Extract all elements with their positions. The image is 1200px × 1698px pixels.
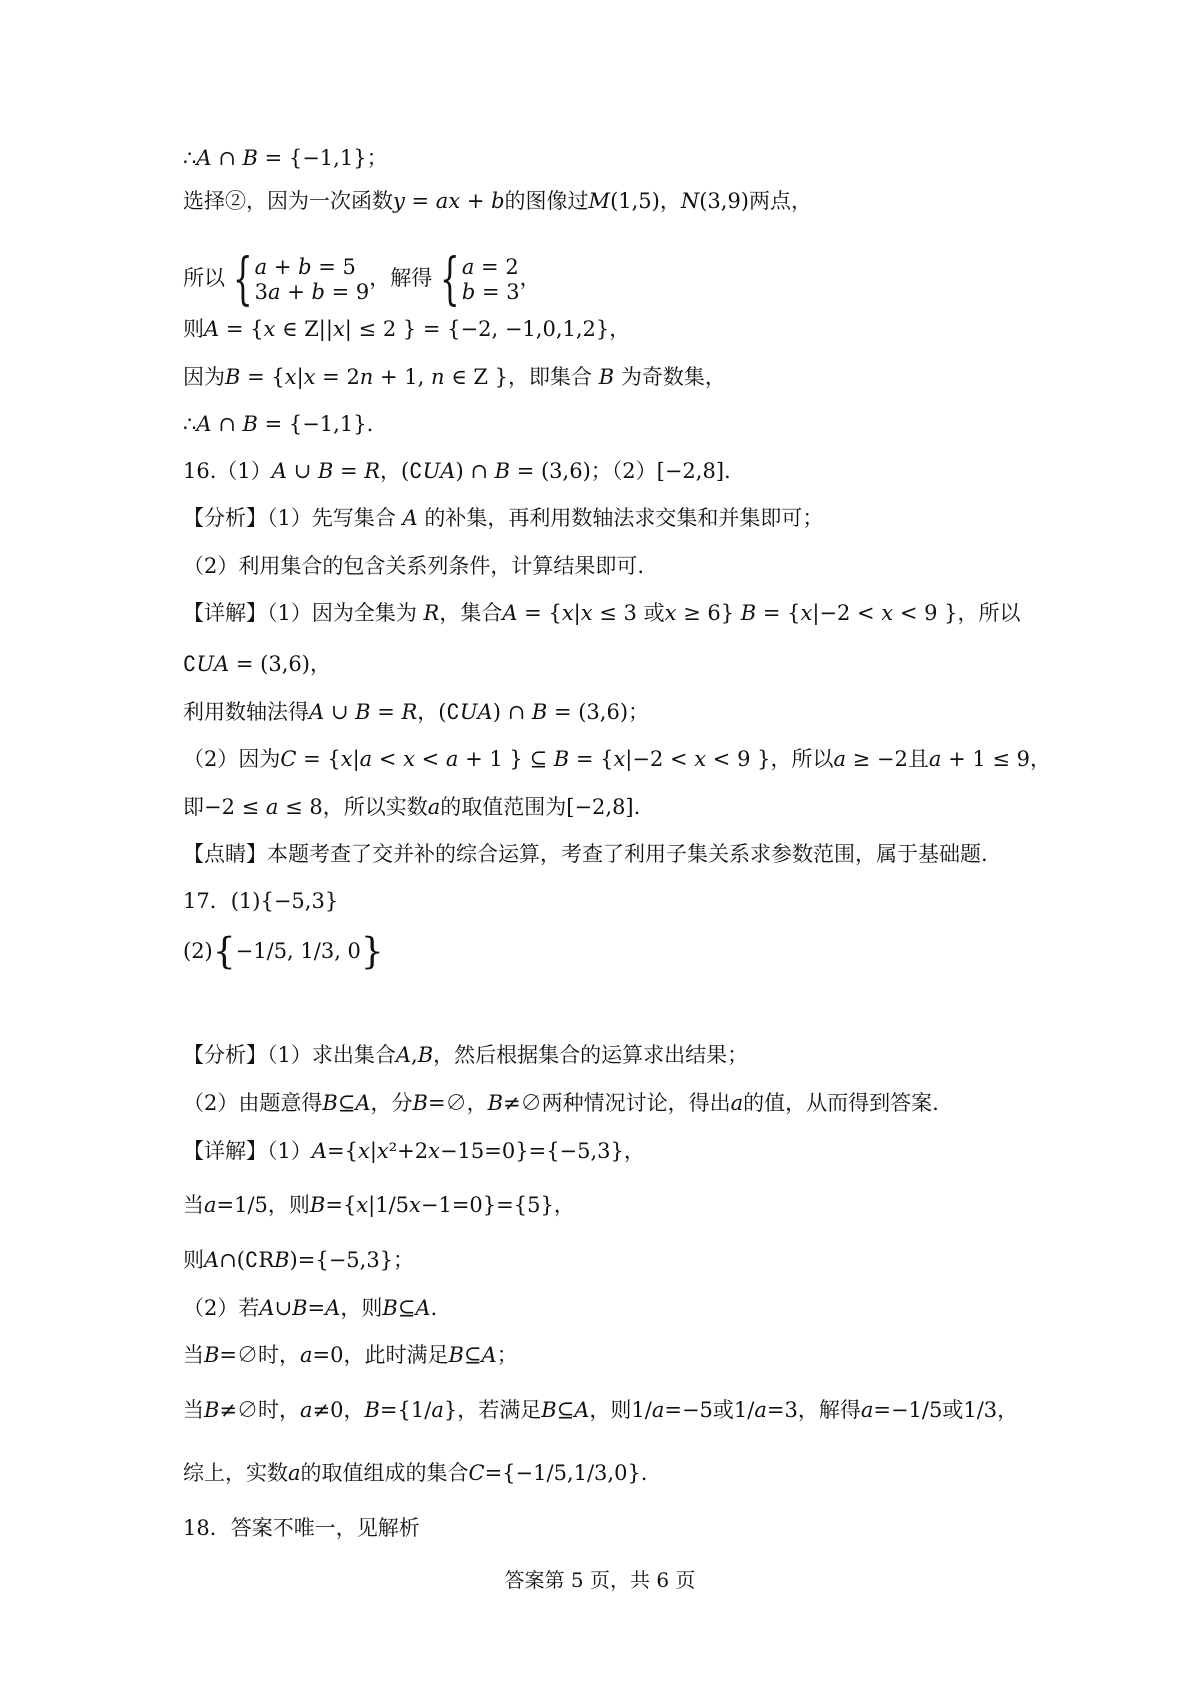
- equation-1: 𝑎 + 𝑏 = 5: [254, 254, 356, 279]
- answer-2-prefix: (2): [183, 939, 213, 963]
- line-16: 17．(1){−5,3}: [183, 889, 339, 913]
- equation-system: { 𝑎 + 𝑏 = 5 3𝑎 + 𝑏 = 9: [233, 246, 370, 312]
- solution-1: 𝑎 = 2: [461, 254, 519, 279]
- line-7: 16.（1）𝐴 ∪ 𝐵 = 𝑅，(∁𝑈𝐴) ∩ 𝐵 = (3,6)；（2）[−2,8].: [183, 459, 731, 483]
- line-12: 利用数轴法得𝐴 ∪ 𝐵 = 𝑅，(∁𝑈𝐴) ∩ 𝐵 = (3,6)；: [183, 700, 650, 724]
- line-23: （2）若𝐴∪𝐵=𝐴，则𝐵⊆𝐴.: [183, 1296, 438, 1320]
- page-footer: 答案第 5 页，共 6 页: [504, 1568, 696, 1592]
- line-25: 当𝐵≠∅时，𝑎≠0，𝐵={1/𝑎}，若满足𝐵⊆𝐴，则1/𝑎=−5或1/𝑎=3，解得𝑎=−1/5或1/3，: [183, 1398, 1019, 1422]
- line-9: （2）利用集合的包含关系列条件，计算结果即可.: [183, 554, 645, 578]
- line-1: ∴𝐴 ∩ 𝐵 = {−1,1}；: [183, 146, 388, 170]
- equation-2: 3𝑎 + 𝑏 = 9: [254, 279, 370, 304]
- line-17: (2){−1/5, 1/3, 0}: [183, 931, 384, 973]
- solution-2: 𝑏 = 3: [461, 279, 520, 304]
- line-4: 则𝐴 = {𝑥 ∈ Z||𝑥| ≤ 2 } = {−2, −1,0,1,2}，: [183, 317, 631, 341]
- line-8: 【分析】（1）先写集合 𝐴 的补集，再利用数轴法求交集和并集即可；: [183, 506, 824, 530]
- line-3-system: [183, 246, 541, 312]
- line-24: 当𝐵=∅时，𝑎=0，此时满足𝐵⊆𝐴；: [183, 1343, 518, 1367]
- solution-system: { 𝑎 = 2 𝑏 = 3: [440, 246, 520, 312]
- line-22: 则𝐴∩(∁R𝐵)={−5,3}；: [183, 1248, 415, 1272]
- line-13: （2）因为𝐶 = {𝑥|𝑎 < 𝑥 < 𝑎 + 1 } ⊆ 𝐵 = {𝑥|−2 < 𝑥 < 9 }，所以𝑎 ≥ −2且𝑎 + 1 ≤ 9，: [183, 747, 1052, 771]
- system-mid: ，解得: [369, 266, 433, 290]
- line-21: 当𝑎=1/5，则𝐵={𝑥|1/5𝑥−1=0}={5}，: [183, 1193, 575, 1217]
- line-27: 18．答案不唯一，见解析: [183, 1516, 420, 1540]
- line-15: 【点睛】本题考查了交并补的综合运算，考查了利用子集关系求参数范围，属于基础题.: [183, 842, 988, 866]
- line-6: ∴𝐴 ∩ 𝐵 = {−1,1}.: [183, 412, 374, 436]
- line-26: 综上，实数𝑎的取值组成的集合𝐶={−1/5,1/3,0}.: [183, 1461, 648, 1485]
- line-14: 即−2 ≤ 𝑎 ≤ 8，所以实数𝑎的取值范围为[−2,8].: [183, 795, 641, 819]
- line-2: 选择②，因为一次函数𝑦 = 𝑎𝑥 + 𝑏的图像过𝑀(1,5)，𝑁(3,9)两点，: [183, 189, 813, 213]
- line-10: 【详解】（1）因为全集为 𝑅，集合𝐴 = {𝑥|𝑥 ≤ 3 或𝑥 ≥ 6} 𝐵 = {𝑥|−2 < 𝑥 < 9 }，所以: [183, 601, 1021, 625]
- line-11: ∁𝑈𝐴 = (3,6)，: [183, 652, 331, 676]
- line-5: 因为𝐵 = {𝑥|𝑥 = 2𝑛 + 1, 𝑛 ∈ Z }，即集合 𝐵 为奇数集，: [183, 365, 726, 389]
- line-19: （2）由题意得𝐵⊆𝐴，分𝐵=∅，𝐵≠∅两种情况讨论，得出𝑎的值，从而得到答案.: [183, 1091, 939, 1115]
- line-20: 【详解】（1）𝐴={𝑥|𝑥²+2𝑥−15=0}={−5,3}，: [183, 1139, 645, 1163]
- answer-2-set: −1/5, 1/3, 0: [235, 939, 361, 963]
- system-suffix: ，: [519, 266, 541, 290]
- line-18: 【分析】（1）求出集合𝐴,𝐵，然后根据集合的运算求出结果；: [183, 1043, 749, 1067]
- system-prefix: 所以: [183, 266, 225, 290]
